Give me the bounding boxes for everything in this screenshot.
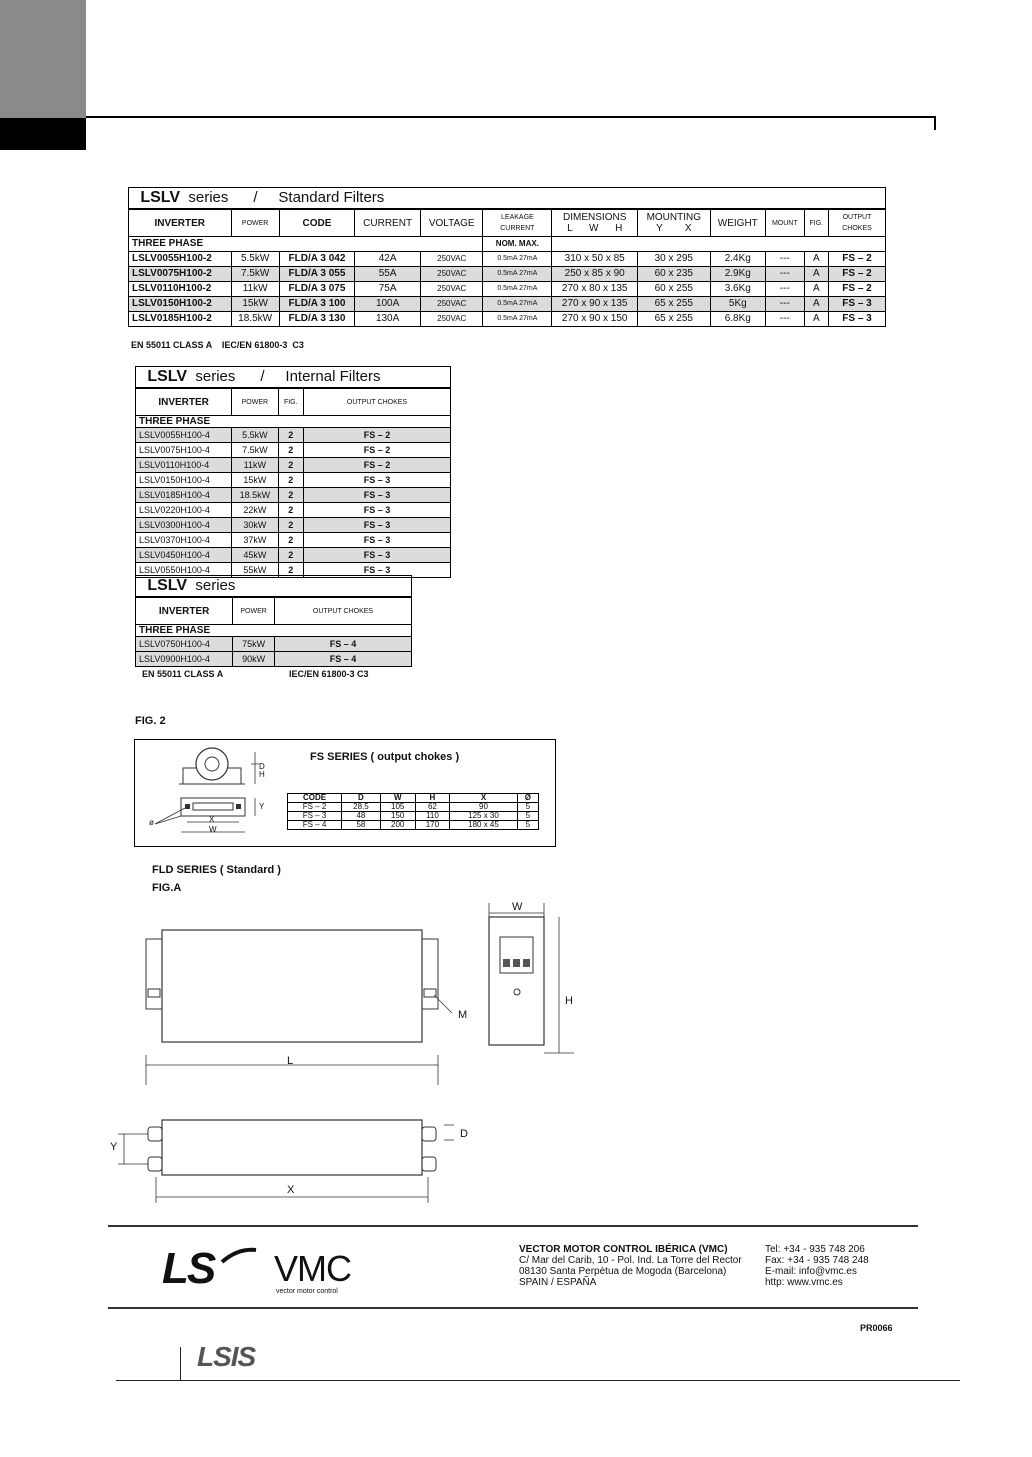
fs-code-cell: FS – 3 xyxy=(288,812,342,821)
table-row xyxy=(129,267,886,282)
inverter-cell: LSLV0750H100-4 xyxy=(136,637,233,652)
leakage-cell: 0.5mA 27mA xyxy=(483,297,552,312)
standard-filters-title-text: series / Standard Filters xyxy=(188,189,385,206)
col-leakage: LEAKAGE CURRENT xyxy=(483,209,552,237)
int-col-chokes: OUTPUT CHOKES xyxy=(304,388,451,416)
fig-a-label-h: H xyxy=(565,995,573,1007)
table-row xyxy=(136,652,412,667)
inverter-cell: LSLV0450H100-4 xyxy=(136,548,232,563)
int-col-inverter: INVERTER xyxy=(136,388,232,416)
fs-code-cell: FS – 4 xyxy=(288,821,342,830)
weight-cell: 2.4Kg xyxy=(710,252,765,267)
address-line-3: SPAIN / ESPAÑA xyxy=(519,1277,597,1288)
leakage-cell: 0.5mA 27mA xyxy=(483,282,552,297)
ls-logo: LS xyxy=(162,1244,215,1293)
code-cell: FLD/A 3 130 xyxy=(279,312,354,327)
lslv-col-chokes: OUTPUT CHOKES xyxy=(275,597,412,625)
page-bottom-rule xyxy=(116,1380,960,1381)
chokes-cell: FS – 3 xyxy=(829,312,886,327)
power-cell: 15kW xyxy=(232,473,278,488)
fld-filter-drawing xyxy=(104,895,584,1205)
chokes-cell: FS – 2 xyxy=(304,428,451,443)
inverter-cell: LSLV0185H100-4 xyxy=(136,488,232,503)
fig-cell: 2 xyxy=(278,563,303,578)
fig-cell: A xyxy=(804,282,828,297)
fig-a-label-l: L xyxy=(287,1055,294,1067)
inverter-cell: LSLV0220H100-4 xyxy=(136,503,232,518)
mount-cell: --- xyxy=(766,312,805,327)
mounting-cell: 60 x 255 xyxy=(638,282,711,297)
fig2-label-y: Y xyxy=(259,802,265,811)
leakage-cell: 0.5mA 27mA xyxy=(483,252,552,267)
fig-cell: 2 xyxy=(278,548,303,563)
fs-dimension-table xyxy=(287,793,539,830)
col-weight: WEIGHT xyxy=(710,209,765,237)
current-cell: 100A xyxy=(355,297,421,312)
current-cell: 130A xyxy=(355,312,421,327)
fs-value-cell: 90 xyxy=(450,803,517,812)
fs-value-cell: 5 xyxy=(517,812,538,821)
power-cell: 37kW xyxy=(232,533,278,548)
fs-value-cell: 5 xyxy=(517,803,538,812)
phase-label: THREE PHASE xyxy=(129,237,483,252)
col-code: CODE xyxy=(279,209,354,237)
voltage-cell: 250VAC xyxy=(421,267,483,282)
col-mount: MOUNT xyxy=(766,209,805,237)
fs-value-cell: 58 xyxy=(342,821,381,830)
address-line-1: C/ Mar del Carib, 10 - Pol. Ind. La Torre del Rector xyxy=(519,1255,742,1266)
header-black-block xyxy=(0,118,86,150)
chokes-cell: FS – 4 xyxy=(275,637,412,652)
power-cell: 75kW xyxy=(233,637,275,652)
chokes-cell: FS – 2 xyxy=(829,252,886,267)
fig-cell: A xyxy=(804,267,828,282)
leakage-cell: 0.5mA 27mA xyxy=(483,312,552,327)
table-row xyxy=(136,637,412,652)
fig-cell: 2 xyxy=(278,458,303,473)
power-cell: 11kW xyxy=(231,282,279,297)
fs-col-d: D xyxy=(342,794,381,803)
inverter-cell: LSLV0900H100-4 xyxy=(136,652,233,667)
leakage-sub: NOM. MAX. xyxy=(483,237,552,252)
inverter-cell: LSLV0150H100-4 xyxy=(136,473,232,488)
col-current: CURRENT xyxy=(355,209,421,237)
lslv-note-right: IEC/EN 61800-3 C3 xyxy=(289,669,369,679)
dimensions-cell: 270 x 80 x 135 xyxy=(552,282,638,297)
chokes-cell: FS – 3 xyxy=(304,518,451,533)
standard-filters-phase-row xyxy=(129,237,886,252)
current-cell: 55A xyxy=(355,267,421,282)
table-row xyxy=(136,428,451,443)
inverter-cell: LSLV0150H100-2 xyxy=(129,297,232,312)
int-col-power: POWER xyxy=(232,388,278,416)
internal-filters-title xyxy=(136,367,451,389)
lslv-col-inverter: INVERTER xyxy=(136,597,233,625)
vmc-logo: VMC xyxy=(274,1248,351,1289)
fs-series-title: FS SERIES ( output chokes ) xyxy=(310,751,460,763)
inverter-cell: LSLV0110H100-4 xyxy=(136,458,232,473)
inverter-cell: LSLV0055H100-4 xyxy=(136,428,232,443)
internal-filters-table xyxy=(135,366,451,578)
contact-fax: Fax: +34 - 935 748 248 xyxy=(765,1255,869,1266)
fs-value-cell: 200 xyxy=(380,821,415,830)
fs-col-code: CODE xyxy=(288,794,342,803)
inverter-cell: LSLV0055H100-2 xyxy=(129,252,232,267)
fig-a-label-x: X xyxy=(287,1184,295,1196)
power-cell: 18.5kW xyxy=(232,488,278,503)
fig-cell: 2 xyxy=(278,443,303,458)
contact-website[interactable]: http: www.vmc.es xyxy=(765,1277,843,1288)
fig-a-label-w: W xyxy=(512,901,523,913)
ls-logo-swoosh xyxy=(218,1246,258,1266)
col-mounting-label: MOUNTING xyxy=(646,212,702,223)
leakage-cell: 0.5mA 27mA xyxy=(483,267,552,282)
standard-filters-title xyxy=(129,188,886,210)
lsis-logo: LSIS xyxy=(197,1341,256,1372)
table-row xyxy=(288,821,539,830)
lslv-phase-label: THREE PHASE xyxy=(136,625,412,637)
table-row xyxy=(136,518,451,533)
mount-cell: --- xyxy=(766,282,805,297)
power-cell: 55kW xyxy=(232,563,278,578)
power-cell: 5.5kW xyxy=(232,428,278,443)
header-rule xyxy=(86,116,936,118)
col-voltage: VOLTAGE xyxy=(421,209,483,237)
power-cell: 7.5kW xyxy=(232,443,278,458)
choke-drawing xyxy=(139,740,269,844)
chokes-cell: FS – 2 xyxy=(829,282,886,297)
fig-cell: 2 xyxy=(278,518,303,533)
power-cell: 22kW xyxy=(232,503,278,518)
header-gray-block xyxy=(0,0,86,118)
fig-cell: A xyxy=(804,252,828,267)
fig2-label-d: D xyxy=(259,762,265,771)
fs-value-cell: 62 xyxy=(415,803,450,812)
table-row xyxy=(136,503,451,518)
table-row xyxy=(136,443,451,458)
chokes-cell: FS – 3 xyxy=(304,563,451,578)
fig-a-caption: FIG.A xyxy=(152,882,182,894)
power-cell: 15kW xyxy=(231,297,279,312)
col-mounting xyxy=(638,209,711,237)
fig2-box xyxy=(134,739,556,847)
fs-value-cell: 28.5 xyxy=(342,803,381,812)
vmc-tagline: vector motor control xyxy=(276,1288,338,1295)
table-row xyxy=(136,458,451,473)
mounting-cell: 60 x 235 xyxy=(638,267,711,282)
mount-cell: --- xyxy=(766,267,805,282)
col-mounting-sub: Y X xyxy=(656,223,692,234)
fs-value-cell: 48 xyxy=(342,812,381,821)
lslv-series-table xyxy=(135,575,412,667)
col-dimensions-label: DIMENSIONS xyxy=(563,212,627,223)
inverter-cell: LSLV0185H100-2 xyxy=(129,312,232,327)
voltage-cell: 250VAC xyxy=(421,282,483,297)
lslv-note-left: EN 55011 CLASS A xyxy=(142,669,224,679)
weight-cell: 3.6Kg xyxy=(710,282,765,297)
fld-series-title: FLD SERIES ( Standard ) xyxy=(152,864,281,876)
mounting-cell: 65 x 255 xyxy=(638,312,711,327)
chokes-cell: FS – 3 xyxy=(304,473,451,488)
voltage-cell: 250VAC xyxy=(421,312,483,327)
power-cell: 18.5kW xyxy=(231,312,279,327)
col-fig: FIG. xyxy=(804,209,828,237)
dimensions-cell: 270 x 90 x 150 xyxy=(552,312,638,327)
current-cell: 75A xyxy=(355,282,421,297)
voltage-cell: 250VAC xyxy=(421,297,483,312)
code-cell: FLD/A 3 055 xyxy=(279,267,354,282)
fig-cell: 2 xyxy=(278,428,303,443)
col-dimensions-sub: L W H xyxy=(567,223,623,234)
chokes-cell: FS – 3 xyxy=(304,533,451,548)
table-row xyxy=(136,488,451,503)
fs-value-cell: 150 xyxy=(380,812,415,821)
fig-cell: 2 xyxy=(278,473,303,488)
power-cell: 45kW xyxy=(232,548,278,563)
inverter-cell: LSLV0075H100-4 xyxy=(136,443,232,458)
weight-cell: 6.8Kg xyxy=(710,312,765,327)
col-inverter: INVERTER xyxy=(129,209,232,237)
chokes-cell: FS – 3 xyxy=(304,503,451,518)
dimensions-cell: 270 x 90 x 135 xyxy=(552,297,638,312)
standard-filters-table xyxy=(128,187,886,327)
code-cell: FLD/A 3 075 xyxy=(279,282,354,297)
fig2-caption: FIG. 2 xyxy=(135,715,166,727)
code-cell: FLD/A 3 042 xyxy=(279,252,354,267)
fs-col-x: X xyxy=(450,794,517,803)
fs-code-cell: FS – 2 xyxy=(288,803,342,812)
mounting-cell: 65 x 255 xyxy=(638,297,711,312)
power-cell: 5.5kW xyxy=(231,252,279,267)
col-output-chokes: OUTPUT CHOKES xyxy=(829,209,886,237)
table-row xyxy=(136,548,451,563)
fig-cell: 2 xyxy=(278,533,303,548)
inverter-cell: LSLV0370H100-4 xyxy=(136,533,232,548)
lslv-series-title-text: series xyxy=(195,577,236,594)
company-name: VECTOR MOTOR CONTROL IBÉRICA (VMC) xyxy=(519,1244,728,1255)
chokes-cell: FS – 3 xyxy=(829,297,886,312)
code-cell: FLD/A 3 100 xyxy=(279,297,354,312)
internal-filters-title-text: series / Internal Filters xyxy=(195,368,381,385)
table-row xyxy=(136,473,451,488)
int-col-fig: FIG. xyxy=(278,388,303,416)
fig-a-label-d: D xyxy=(460,1128,468,1140)
fig2-label-h: H xyxy=(259,770,265,779)
table-row xyxy=(136,533,451,548)
address-line-2: 08130 Santa Perpètua de Mogoda (Barcelona) xyxy=(519,1266,727,1277)
fig-a-label-m: M xyxy=(458,1009,468,1021)
footer-rule-top xyxy=(108,1225,918,1227)
fs-value-cell: 5 xyxy=(517,821,538,830)
mount-cell: --- xyxy=(766,252,805,267)
lslv-series-header xyxy=(136,597,412,625)
inverter-cell: LSLV0075H100-2 xyxy=(129,267,232,282)
standard-filters-header xyxy=(129,209,886,237)
table-row xyxy=(129,282,886,297)
col-power: POWER xyxy=(231,209,279,237)
table-row xyxy=(129,312,886,327)
lslv-col-power: POWER xyxy=(233,597,275,625)
standard-filters-note: EN 55011 CLASS A IEC/EN 61800-3 C3 xyxy=(131,340,304,350)
power-cell: 90kW xyxy=(233,652,275,667)
fs-value-cell: 170 xyxy=(415,821,450,830)
voltage-cell: 250VAC xyxy=(421,252,483,267)
contact-email[interactable]: E-mail: info@vmc.es xyxy=(765,1266,857,1277)
mount-cell: --- xyxy=(766,297,805,312)
inverter-cell: LSLV0300H100-4 xyxy=(136,518,232,533)
fig-cell: A xyxy=(804,297,828,312)
contact-tel: Tel: +34 - 935 748 206 xyxy=(765,1244,865,1255)
fig-a-label-y: Y xyxy=(110,1141,118,1153)
fig-cell: 2 xyxy=(278,488,303,503)
internal-series-name: LSLV xyxy=(147,368,188,385)
power-cell: 11kW xyxy=(232,458,278,473)
fig-cell: 2 xyxy=(278,503,303,518)
dimensions-cell: 250 x 85 x 90 xyxy=(552,267,638,282)
fig2-label-x: X xyxy=(209,815,215,824)
fig-cell: A xyxy=(804,312,828,327)
fs-value-cell: 110 xyxy=(415,812,450,821)
header-rule-tick xyxy=(934,116,936,130)
weight-cell: 2.9Kg xyxy=(710,267,765,282)
chokes-cell: FS – 3 xyxy=(304,548,451,563)
col-dimensions xyxy=(552,209,638,237)
document-code: PR0066 xyxy=(860,1323,893,1333)
page-footer-divider xyxy=(180,1347,181,1380)
weight-cell: 5Kg xyxy=(710,297,765,312)
fs-value-cell: 180 x 45 xyxy=(450,821,517,830)
fig2-label-w: W xyxy=(209,825,217,834)
fig2-label-phi: ø xyxy=(149,818,154,827)
mounting-cell: 30 x 295 xyxy=(638,252,711,267)
inverter-cell: LSLV0110H100-2 xyxy=(129,282,232,297)
chokes-cell: FS – 2 xyxy=(304,443,451,458)
dimensions-cell: 310 x 50 x 85 xyxy=(552,252,638,267)
fs-col-h: H xyxy=(415,794,450,803)
internal-filters-header xyxy=(136,388,451,416)
fs-col-w: W xyxy=(380,794,415,803)
current-cell: 42A xyxy=(355,252,421,267)
power-cell: 30kW xyxy=(232,518,278,533)
power-cell: 7.5kW xyxy=(231,267,279,282)
lslv-series-name: LSLV xyxy=(147,577,188,594)
table-row xyxy=(129,252,886,267)
chokes-cell: FS – 4 xyxy=(275,652,412,667)
table-row xyxy=(129,297,886,312)
fs-col-phi: Ø xyxy=(517,794,538,803)
chokes-cell: FS – 2 xyxy=(829,267,886,282)
fs-value-cell: 105 xyxy=(380,803,415,812)
int-phase-label: THREE PHASE xyxy=(136,416,451,428)
lslv-series-title xyxy=(136,576,412,598)
chokes-cell: FS – 3 xyxy=(304,488,451,503)
footer-rule-bottom xyxy=(108,1307,918,1309)
fs-value-cell: 125 x 30 xyxy=(450,812,517,821)
series-name: LSLV xyxy=(140,189,181,206)
inverter-cell: LSLV0550H100-4 xyxy=(136,563,232,578)
chokes-cell: FS – 2 xyxy=(304,458,451,473)
